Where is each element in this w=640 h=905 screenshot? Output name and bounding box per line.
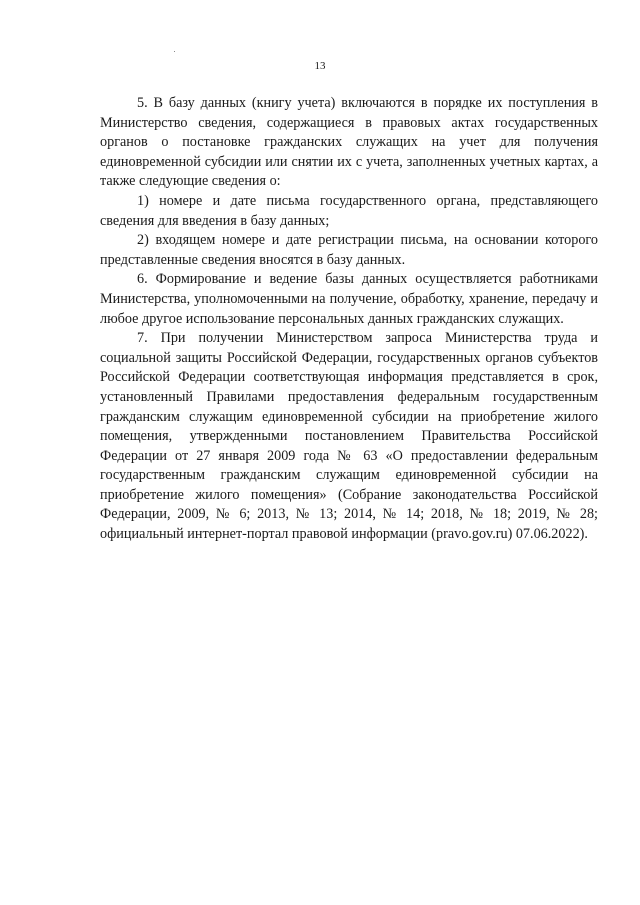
- paragraph-5-item-2: 2) входящем номере и дате регистрации письма, на основании которого представленные сведения вносятся в базу данных.: [100, 232, 598, 268]
- paragraph-5: 5. В базу данных (книгу учета) включаются в порядке их поступления в Министерство сведения, содержащиеся в правовых актах государственных органов о постановке гражданских служащих на учет для получения единовременной субсидии или снятии их с учета, заполненных учетных картах, а также следующие сведения о:: [100, 95, 598, 190]
- paragraph-7: 7. При получении Министерством запроса Министерства труда и социальной защиты Российской Федерации, государственных органов субъектов Российской Федерации соответствующая информация представляется в срок, установленный Правилами предоставления федеральным государственным гражданским служащим единовременной субсидии на приобретение жилого помещения, утвержденными постановлением Правительства Российской Федерации от 27 января 2009 года № 63 «О предоставлении федеральным государственным гражданским служащим единовременной субсидии на приобретение жилого помещения» (Собрание законодательства Российской Федерации, 2009, № 6; 2013, № 13; 2014, № 14; 2018, № 18; 2019, № 28; официальный интернет-портал правовой информации (pravo.gov.ru) 07.06.2022).: [100, 330, 598, 543]
- paragraph-5-item-1: 1) номере и дате письма государственного органа, представляющего сведения для введения в базу данных;: [100, 192, 598, 229]
- paragraph-6: 6. Формирование и ведение базы данных осуществляется работниками Министерства, уполномоченными на получение, обработку, хранение, передачу и любое другое использование персональных данных гражданских служащих.: [100, 271, 598, 327]
- document-body: [100, 94, 598, 545]
- page-number: 13: [314, 60, 326, 72]
- scan-speck: [174, 51, 175, 52]
